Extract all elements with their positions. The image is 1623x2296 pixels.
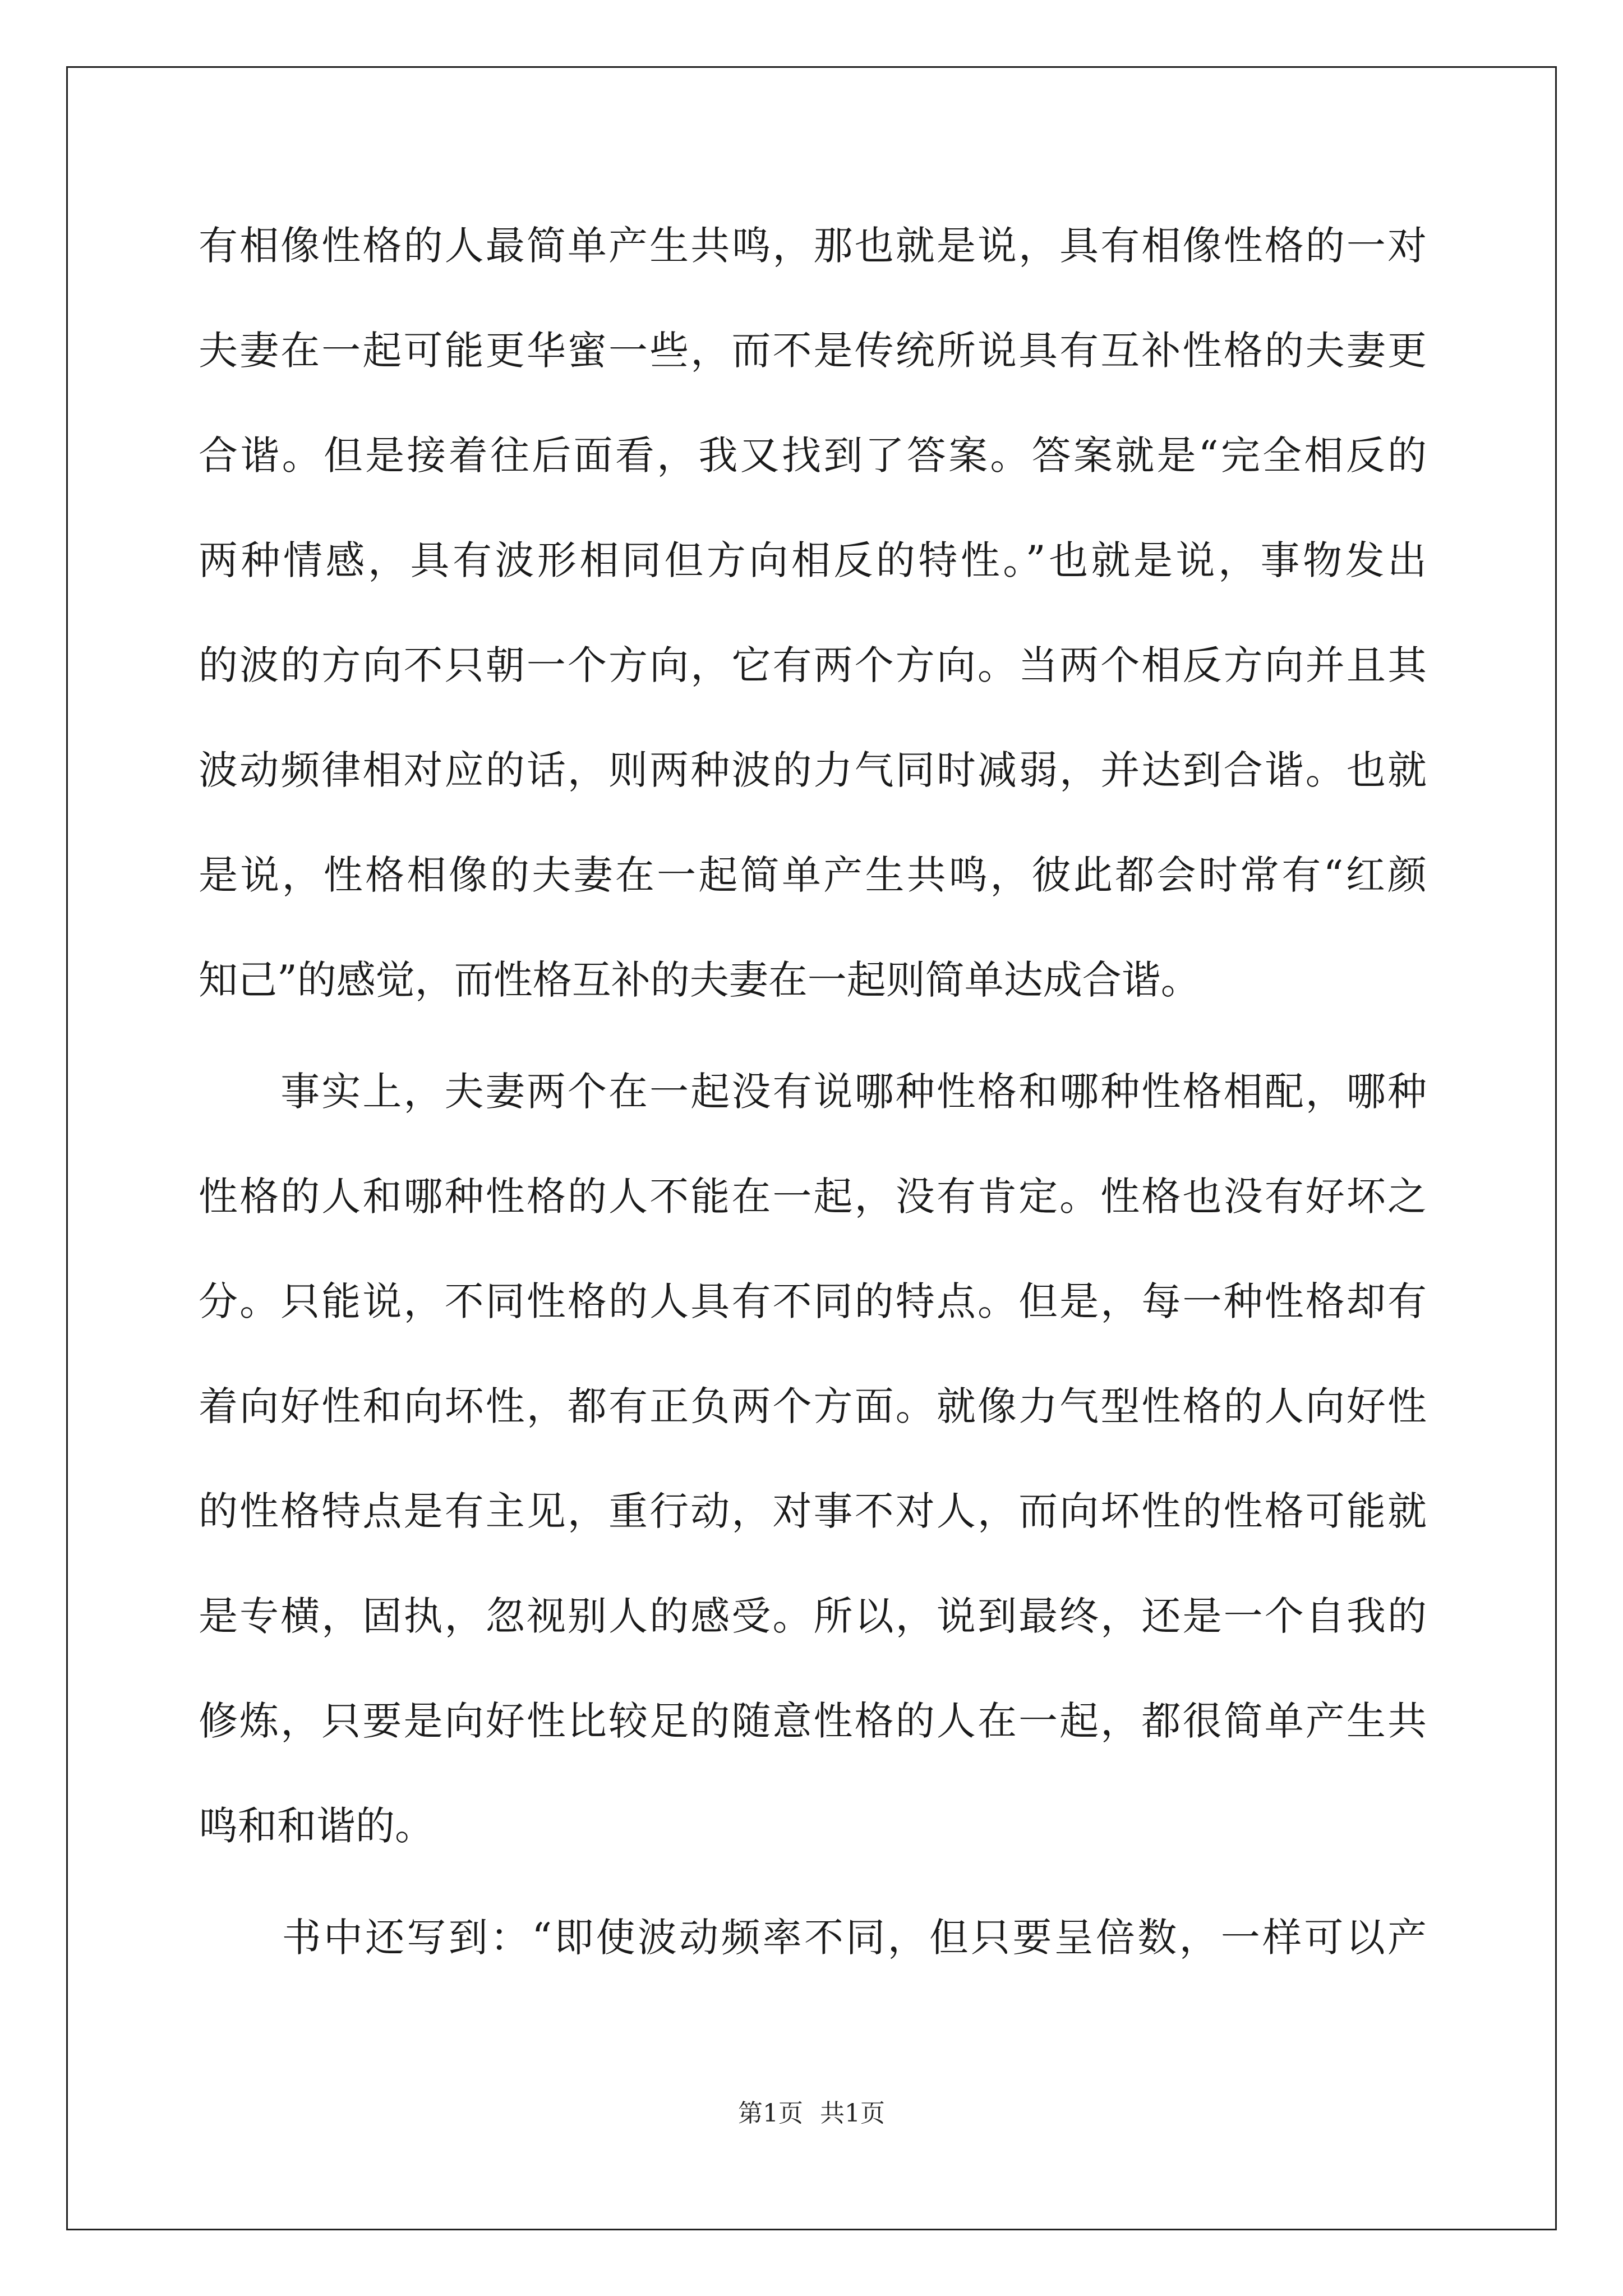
text-line: 着向好性和向坏性，都有正负两个方面。就像力气型性格的人向好性	[199, 1383, 1427, 1429]
document-body	[199, 194, 1427, 1990]
text-line: 是专横，固执，忽视别人的感受。所以，说到最终，还是一个自我的	[199, 1593, 1427, 1639]
text-line: 的波的方向不只朝一个方向，它有两个方向。当两个相反方向并且其	[199, 642, 1427, 688]
text-line: 书中还写到：“即使波动频率不同，但只要呈倍数，一样可以产	[199, 1915, 1427, 1961]
text-line: 合谐。但是接着往后面看，我又找到了答案。答案就是“完全相反的	[199, 432, 1427, 478]
text-line: 性格的人和哪种性格的人不能在一起，没有肯定。性格也没有好坏之	[199, 1174, 1427, 1220]
text-line: 事实上，夫妻两个在一起没有说哪种性格和哪种性格相配，哪种	[199, 1069, 1427, 1115]
text-line: 有相像性格的人最简单产生共鸣，那也就是说，具有相像性格的一对	[199, 223, 1427, 269]
text-line: 分。只能说，不同性格的人具有不同的特点。但是，每一种性格却有	[199, 1278, 1427, 1324]
text-line: 波动频律相对应的话，则两种波的力气同时减弱，并达到合谐。也就	[199, 747, 1427, 793]
text-line: 的性格特点是有主见，重行动，对事不对人，而向坏性的性格可能就	[199, 1488, 1427, 1534]
page-number: 第1页	[738, 2099, 803, 2128]
text-line: 夫妻在一起可能更华蜜一些，而不是传统所说具有互补性格的夫妻更	[199, 328, 1427, 374]
text-line: 修炼，只要是向好性比较足的随意性格的人在一起，都很简单产生共	[199, 1698, 1427, 1744]
text-line: 是说，性格相像的夫妻在一起简单产生共鸣，彼此都会时常有“红颜	[199, 852, 1427, 898]
page-total: 共1页	[820, 2099, 885, 2128]
text-line: 知己”的感觉，而性格互补的夫妻在一起则简单达成合谐。	[199, 957, 1200, 1003]
page-footer	[0, 2097, 1623, 2131]
text-line: 鸣和和谐的。	[199, 1803, 434, 1849]
text-line: 两种情感，具有波形相同但方向相反的特性。”也就是说，事物发出	[199, 537, 1427, 583]
